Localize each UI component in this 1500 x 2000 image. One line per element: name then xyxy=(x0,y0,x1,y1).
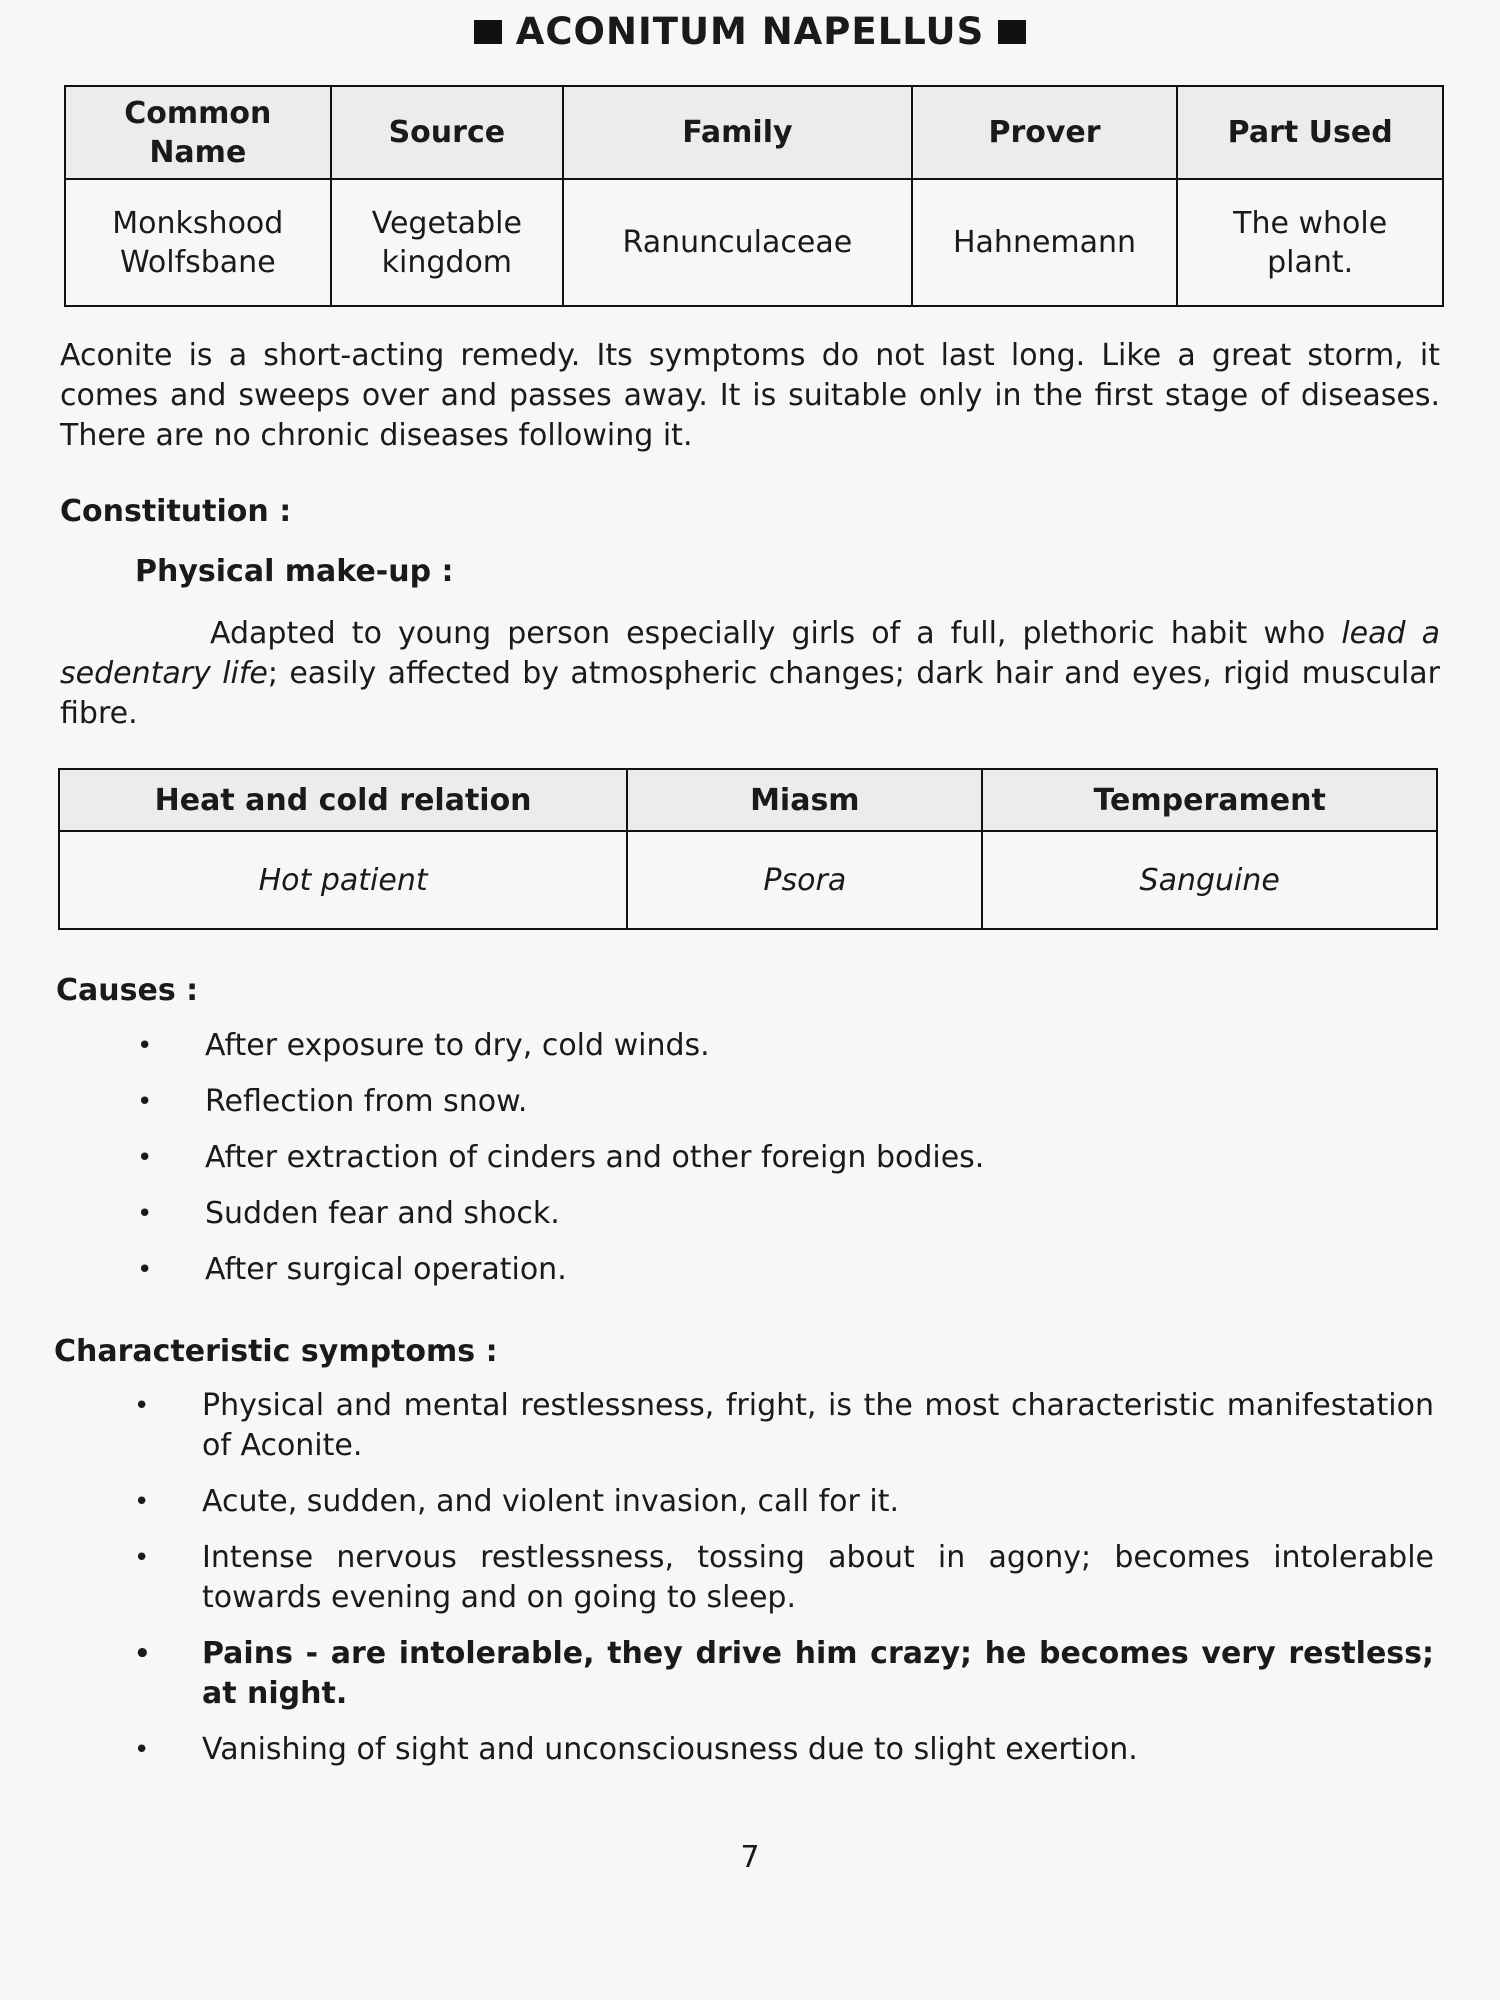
constitution-table xyxy=(58,768,1438,930)
header-common-name: Common Name xyxy=(65,86,331,179)
constitution-heading: Constitution : xyxy=(60,494,292,529)
list-item: • Physical and mental restlessness, fright, is the most characteristic manifestation of Aconite. xyxy=(134,1386,1434,1466)
square-bullet-icon xyxy=(998,20,1026,44)
page-title xyxy=(0,10,1500,53)
symptoms-list xyxy=(134,1386,1434,1770)
header-source: Source xyxy=(331,86,563,179)
list-item: • Pains - are intolerable, they drive him crazy; he becomes very restless; at night. xyxy=(134,1634,1434,1714)
characteristic-symptoms-heading: Characteristic symptoms : xyxy=(54,1334,498,1369)
physical-text-part1: Adapted to young person especially girls of a full, plethoric habit who xyxy=(210,616,1342,651)
header-heat-cold: Heat and cold relation xyxy=(59,769,627,831)
cell-heat-cold: Hot patient xyxy=(59,831,627,929)
table-header-row xyxy=(65,86,1443,179)
square-bullet-icon xyxy=(474,20,502,44)
drug-info-table xyxy=(64,85,1444,307)
physical-text-italic: lead a sedentary life xyxy=(60,616,1441,691)
intro-paragraph: Aconite is a short-acting remedy. Its symptoms do not last long. Like a great storm, it comes and sweeps over and passes away. It is suitable only in the first stage of diseases. There are no chronic diseases following it. xyxy=(60,338,1440,453)
list-item: • After surgical operation. xyxy=(137,1250,1437,1290)
physical-makeup-paragraph xyxy=(60,614,1440,734)
header-part-used: Part Used xyxy=(1177,86,1443,179)
table-header-row xyxy=(59,769,1437,831)
list-item: • Vanishing of sight and unconsciousness due to slight exertion. xyxy=(134,1730,1434,1770)
table-row xyxy=(59,831,1437,929)
causes-list xyxy=(137,1026,1437,1290)
list-item: • Intense nervous restlessness, tossing about in agony; becomes intolerable towards evening and on going to sleep. xyxy=(134,1538,1434,1618)
title-text: ACONITUM NAPELLUS xyxy=(515,10,985,53)
table-row xyxy=(65,179,1443,306)
physical-text-part2: ; easily affected by atmospheric changes; dark hair and eyes, rigid muscular fibre. xyxy=(60,656,1440,731)
page-number: 7 xyxy=(740,1840,760,1875)
cell-prover: Hahnemann xyxy=(912,179,1178,306)
cell-temperament: Sanguine xyxy=(982,831,1437,929)
list-item: • Reflection from snow. xyxy=(137,1082,1437,1122)
header-prover: Prover xyxy=(912,86,1178,179)
physical-makeup-heading: Physical make-up : xyxy=(135,554,454,589)
header-temperament: Temperament xyxy=(982,769,1437,831)
list-item: • Sudden fear and shock. xyxy=(137,1194,1437,1234)
cell-miasm: Psora xyxy=(627,831,982,929)
cell-common-name: Monkshood Wolfsbane xyxy=(65,179,331,306)
list-item: • After exposure to dry, cold winds. xyxy=(137,1026,1437,1066)
cell-source: Vegetable kingdom xyxy=(331,179,563,306)
list-item: • After extraction of cinders and other foreign bodies. xyxy=(137,1138,1437,1178)
header-family: Family xyxy=(563,86,912,179)
cell-part-used: The whole plant. xyxy=(1177,179,1443,306)
list-item: • Acute, sudden, and violent invasion, call for it. xyxy=(134,1482,1434,1522)
header-miasm: Miasm xyxy=(627,769,982,831)
cell-family: Ranunculaceae xyxy=(563,179,912,306)
causes-heading: Causes : xyxy=(56,973,199,1008)
